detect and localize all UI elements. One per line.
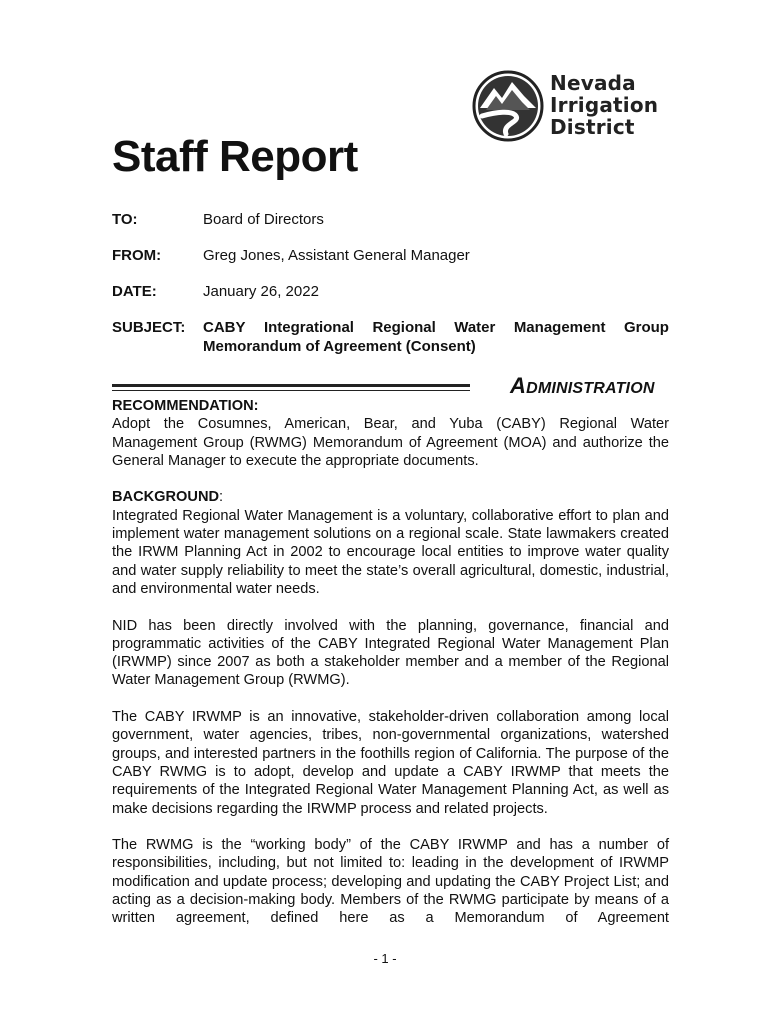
subject-word: CABY <box>203 319 246 336</box>
subject-word: Water <box>454 319 496 336</box>
section-label-rest: DMINISTRATION <box>526 380 655 397</box>
organization-name-line: Nevada <box>550 71 636 95</box>
subject-line-2: Memorandum of Agreement (Consent) <box>203 338 476 355</box>
mountain-river-emblem-icon <box>472 70 544 142</box>
subject-word: Regional <box>372 319 436 336</box>
background-paragraph: The RWMG is the “working body” of the CABY IRWMP and has a number of responsibilities, including, but not limited to: leading in the development of IRWMP modification and update process; developing and updating the CABY Project List; and acting as a decision-making body. Members of the RWMG participate by means of a written agreement, defined here as a Memorandum of Agreement <box>112 837 669 927</box>
background-paragraph: NID has been directly involved with the planning, governance, financial and programmatic activities of the CABY Integrated Regional Water Management Plan (IRWMP) since 2007 as both a stakeholder member and a member of the Regional Water Management Group (RWMG). <box>112 617 669 689</box>
section-label-initial: A <box>510 373 527 398</box>
date-label: DATE: <box>112 283 157 300</box>
subject-word: Group <box>623 319 669 336</box>
organization-name-line: Irrigation <box>550 93 659 117</box>
subject-word: Integrational <box>263 319 354 336</box>
date-value: January 26, 2022 <box>203 283 319 300</box>
subject-label: SUBJECT: <box>112 319 186 336</box>
from-label: FROM: <box>112 247 162 264</box>
to-label: TO: <box>112 211 138 228</box>
subject-value <box>203 318 669 356</box>
organization-name <box>550 72 658 138</box>
subject-line-1 <box>203 318 669 337</box>
page-title: Staff Report <box>112 132 358 181</box>
background-paragraph: The CABY IRWMP is an innovative, stakeholder-driven collaboration among local government, water agencies, tribes, non-governmental organizations, watershed groups, and interested partners in the foothills region of California. The purpose of the CABY RWMG is to adopt, develop and update a CABY IRWMP that meets the requirements of the Integrated Regional Water Management Planning Act, as well as make decisions regarding the IRWMP process and related projects. <box>112 709 669 817</box>
section-divider <box>112 384 470 391</box>
section-label <box>510 373 670 399</box>
background-paragraph: Integrated Regional Water Management is a voluntary, collaborative effort to plan and implement water management solutions on a regional scale. State lawmakers created the IRWM Planning Act in 2002 to encourage local entities to improve water quality and water supply reliability to meet the state’s overall agricultural, domestic, industrial, and environmental water needs. <box>112 507 669 597</box>
subject-word: Management <box>513 319 606 336</box>
to-value: Board of Directors <box>203 211 324 228</box>
recommendation-text: Adopt the Cosumnes, American, Bear, and Yuba (CABY) Regional Water Management Group (RWMG) Memorandum of Agreement (MOA) and authorize the General Manager to execute the appropriate documents. <box>112 416 669 469</box>
organization-name-line: District <box>550 115 635 139</box>
background-heading-suffix: : <box>219 489 224 506</box>
page-number: - 1 - <box>373 951 397 966</box>
report-body <box>112 397 669 928</box>
background-heading: BACKGROUND <box>112 489 220 506</box>
recommendation-heading: RECOMMENDATION: <box>112 398 259 414</box>
background-heading-line <box>112 488 669 506</box>
organization-logo <box>472 70 672 150</box>
from-value: Greg Jones, Assistant General Manager <box>203 247 470 264</box>
